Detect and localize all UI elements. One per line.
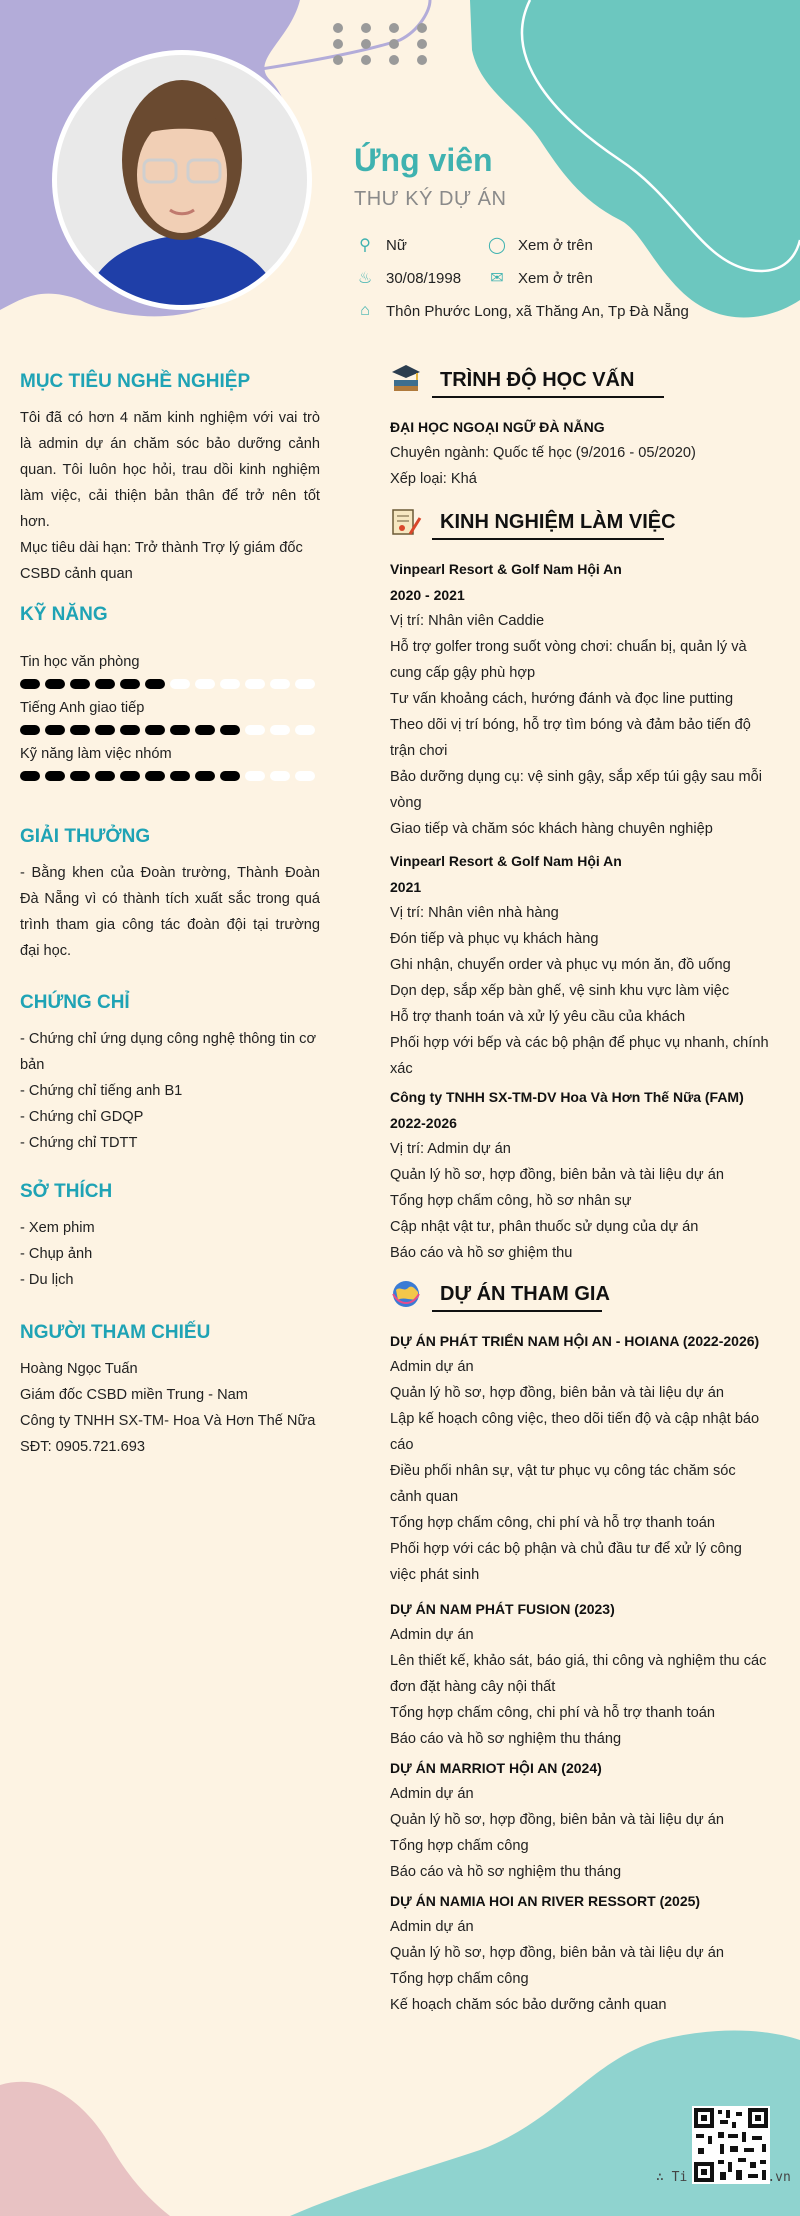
experience-underline	[432, 538, 664, 540]
awards-heading: GIẢI THƯỞNG	[20, 826, 151, 847]
experience-job-3	[390, 1084, 770, 1266]
skill-dash-filled	[120, 725, 140, 735]
project-line: Báo cáo và hồ sơ nghiệm thu tháng	[390, 1864, 622, 1880]
certificate-item: - Chứng chỉ tiếng anh B1	[20, 1083, 183, 1099]
projects-underline	[432, 1310, 602, 1312]
skill-dash-filled	[170, 771, 190, 781]
project-title: DỰ ÁN NAMIA HOI AN RIVER RESSORT (2025)	[390, 1893, 701, 1909]
skill-dash-filled	[120, 679, 140, 689]
project-line: Lên thiết kế, khảo sát, báo giá, thi công và nghiệm thu các đơn đặt hàng cây nội thất	[390, 1653, 767, 1695]
certificate-pen-icon	[390, 506, 422, 538]
awards-text: - Bằng khen của Đoàn trường, Thành Đoàn Đà Nẵng vì có thành tích xuất sắc trong quá trình tham gia công tác đoàn đội tại trường đại học.	[20, 865, 320, 959]
objective-text: Tôi đã có hơn 4 năm kinh nghiệm với vai trò là admin dự án chăm sóc bảo dưỡng cảnh quan. Tôi luôn học hỏi, trau dồi kinh nghiệm làm việc, cải thiện bản thân để trở nên tốt hơn.	[20, 410, 320, 530]
job-period: 2020 - 2021	[390, 587, 465, 603]
project-title: DỰ ÁN PHÁT TRIỂN NAM HỘI AN - HOIANA (2022-2026)	[390, 1333, 760, 1349]
project-line: Admin dự án	[390, 1627, 474, 1643]
skill-dash-filled	[195, 725, 215, 735]
skill-dash-filled	[20, 725, 40, 735]
education-grade: Xếp loại: Khá	[390, 471, 477, 487]
project-line: Lập kế hoạch công việc, theo dõi tiến độ và cập nhật báo cáo	[390, 1411, 760, 1453]
project-line: Tổng hợp chấm công	[390, 1838, 529, 1854]
cake-icon: ♨	[357, 270, 373, 287]
job-title: THƯ KÝ DỰ ÁN	[354, 188, 507, 210]
job-line: Tư vấn khoảng cách, hướng đánh và đọc line putting	[390, 691, 734, 707]
education-heading: TRÌNH ĐỘ HỌC VẤN	[440, 369, 635, 391]
skill-name: Kỹ năng làm việc nhóm	[20, 746, 172, 762]
skill-dash-filled	[20, 771, 40, 781]
project-line: Admin dự án	[390, 1786, 474, 1802]
references-heading: NGƯỜI THAM CHIẾU	[20, 1322, 211, 1343]
certificate-item: - Chứng chỉ TDTT	[20, 1135, 138, 1151]
footer-site-start: ∴ Ti	[656, 2170, 688, 2185]
skill-dash-empty	[170, 679, 190, 689]
skill-dash-empty	[245, 725, 265, 735]
skill-dash-empty	[245, 771, 265, 781]
certificates-list	[20, 1026, 320, 1156]
skill-level-bar	[20, 771, 320, 781]
job-line: Quản lý hồ sơ, hợp đồng, biên bản và tài liệu dự án	[390, 1167, 724, 1183]
skill-level-bar	[20, 679, 320, 689]
education-block	[390, 414, 770, 492]
job-line: Vị trí: Nhân viên nhà hàng	[390, 905, 559, 921]
objective-goal: Mục tiêu dài hạn: Trở thành Trợ lý giám đốc CSBD cảnh quan	[20, 540, 303, 582]
hobby-item: - Du lịch	[20, 1272, 74, 1288]
job-line: Dọn dẹp, sắp xếp bàn ghế, vệ sinh khu vực làm việc	[390, 983, 730, 999]
skill-dash-filled	[95, 725, 115, 735]
project-line: Phối hợp với các bộ phận và chủ đầu tư để xử lý công việc phát sinh	[390, 1541, 742, 1583]
email-value: Xem ở trên	[518, 269, 593, 287]
job-line: Hỗ trợ golfer trong suốt vòng chơi: chuẩn bị, quản lý và cung cấp gậy phù hợp	[390, 639, 747, 681]
job-company: Vinpearl Resort & Golf Nam Hội An	[390, 561, 622, 577]
project-1	[390, 1328, 770, 1588]
project-line: Quản lý hồ sơ, hợp đồng, biên bản và tài liệu dự án	[390, 1812, 724, 1828]
skill-name: Tin học văn phòng	[20, 654, 140, 670]
skill-name: Tiếng Anh giao tiếp	[20, 700, 145, 716]
education-school: ĐẠI HỌC NGOẠI NGỮ ĐÀ NẴNG	[390, 419, 605, 435]
project-line: Admin dự án	[390, 1919, 474, 1935]
skill-dash-filled	[145, 679, 165, 689]
job-line: Giao tiếp và chăm sóc khách hàng chuyên nghiệp	[390, 821, 713, 837]
hobbies-list	[20, 1215, 320, 1293]
job-line: Hỗ trợ thanh toán và xử lý yêu cầu của khách	[390, 1009, 686, 1025]
project-line: Tổng hợp chấm công	[390, 1971, 529, 1987]
skill-dash-filled	[45, 725, 65, 735]
skill-dash-filled	[145, 725, 165, 735]
email-row	[486, 269, 593, 287]
project-line: Kế hoạch chăm sóc bảo dưỡng cảnh quan	[390, 1997, 667, 2013]
certificates-heading: CHỨNG CHỈ	[20, 992, 130, 1013]
hobby-item: - Chụp ảnh	[20, 1246, 93, 1262]
project-line: Quản lý hồ sơ, hợp đồng, biên bản và tài liệu dự án	[390, 1945, 724, 1961]
skill-level-bar	[20, 725, 320, 735]
home-icon: ⌂	[360, 302, 370, 319]
skill-dash-filled	[170, 725, 190, 735]
experience-heading: KINH NGHIỆM LÀM VIỆC	[440, 511, 676, 533]
skill-dash-filled	[20, 679, 40, 689]
envelope-icon: ✉	[490, 270, 504, 287]
job-company: Công ty TNHH SX-TM-DV Hoa Và Hơn Thế Nữa (FAM)	[390, 1089, 744, 1105]
avatar	[52, 50, 312, 310]
skill-dash-filled	[120, 771, 140, 781]
job-line: Bảo dưỡng dụng cụ: vệ sinh gậy, sắp xếp túi gậy sau mỗi vòng	[390, 769, 762, 811]
birthday-row	[354, 269, 461, 287]
project-2	[390, 1596, 770, 1752]
birthday-value: 30/08/1998	[386, 269, 462, 287]
project-4	[390, 1888, 770, 2018]
skill-dash-filled	[45, 679, 65, 689]
certificate-item: - Chứng chỉ ứng dụng công nghệ thông tin cơ bản	[20, 1031, 317, 1073]
skill-dash-filled	[95, 679, 115, 689]
education-major: Chuyên ngành: Quốc tế học (9/2016 - 05/2020)	[390, 445, 696, 461]
candidate-name: Ứng viên	[354, 142, 493, 178]
avatar-image	[52, 50, 312, 310]
skill-dash-filled	[145, 771, 165, 781]
skill-dash-filled	[220, 771, 240, 781]
reference-item: SĐT: 0905.721.693	[20, 1439, 145, 1455]
references-list	[20, 1356, 340, 1460]
project-line: Tổng hợp chấm công, chi phí và hỗ trợ thanh toán	[390, 1705, 715, 1721]
skill-dash-filled	[220, 725, 240, 735]
project-line: Admin dự án	[390, 1359, 474, 1375]
graduation-cap-icon	[390, 362, 422, 394]
reference-item: Hoàng Ngọc Tuấn	[20, 1361, 138, 1377]
skill-dash-empty	[295, 725, 315, 735]
experience-job-1	[390, 556, 770, 842]
project-line: Báo cáo và hồ sơ nghiệm thu tháng	[390, 1731, 622, 1747]
experience-job-2	[390, 848, 770, 1082]
skill-dash-empty	[270, 679, 290, 689]
job-line: Tổng hợp chấm công, hồ sơ nhân sự	[390, 1193, 632, 1209]
certificate-item: - Chứng chỉ GDQP	[20, 1109, 144, 1125]
skill-dash-filled	[45, 771, 65, 781]
objective-heading: MỤC TIÊU NGHỀ NGHIỆP	[20, 371, 251, 392]
skill-dash-empty	[195, 679, 215, 689]
projects-heading: DỰ ÁN THAM GIA	[440, 1283, 610, 1305]
project-line: Điều phối nhân sự, vật tư phục vụ công tác chăm sóc cảnh quan	[390, 1463, 736, 1505]
address-row	[354, 302, 689, 320]
job-line: Đón tiếp và phục vụ khách hàng	[390, 931, 599, 947]
job-line: Vị trí: Nhân viên Caddie	[390, 613, 545, 629]
skill-dash-empty	[220, 679, 240, 689]
skill-dash-empty	[245, 679, 265, 689]
zalo-row	[486, 236, 593, 254]
skill-dash-filled	[95, 771, 115, 781]
gender-value: Nữ	[386, 236, 407, 254]
job-line: Báo cáo và hồ sơ ghiệm thu	[390, 1245, 573, 1261]
skill-dash-filled	[70, 771, 90, 781]
reference-item: Công ty TNHH SX-TM- Hoa Và Hơn Thế Nữa	[20, 1413, 316, 1429]
footer-site-end: .vn	[767, 2170, 791, 2185]
skill-dash-filled	[195, 771, 215, 781]
reference-item: Giám đốc CSBD miền Trung - Nam	[20, 1387, 248, 1403]
skill-dash-empty	[295, 679, 315, 689]
gender-icon: ⚲	[359, 237, 371, 254]
skill-dash-empty	[270, 725, 290, 735]
skill-dash-filled	[70, 679, 90, 689]
job-company: Vinpearl Resort & Golf Nam Hội An	[390, 853, 622, 869]
job-period: 2021	[390, 879, 422, 895]
hobby-item: - Xem phim	[20, 1220, 95, 1236]
hobbies-heading: SỞ THÍCH	[20, 1181, 113, 1202]
job-line: Theo dõi vị trí bóng, hỗ trợ tìm bóng và đảm bảo tiến độ trận chơi	[390, 717, 751, 759]
skill-dash-empty	[295, 771, 315, 781]
job-line: Cập nhật vật tư, phân thuốc sử dụng của dự án	[390, 1219, 699, 1235]
project-line: Quản lý hồ sơ, hợp đồng, biên bản và tài liệu dự án	[390, 1385, 724, 1401]
education-underline	[432, 396, 664, 398]
address-value: Thôn Phước Long, xã Thăng An, Tp Đà Nẵng	[386, 302, 689, 320]
skills-heading: KỸ NĂNG	[20, 604, 108, 625]
zalo-value: Xem ở trên	[518, 236, 593, 254]
job-line: Phối hợp với bếp và các bộ phận để phục vụ nhanh, chính xác	[390, 1035, 769, 1077]
project-title: DỰ ÁN NAM PHÁT FUSION (2023)	[390, 1601, 615, 1617]
chat-icon: ◯	[488, 237, 506, 254]
skill-dash-empty	[270, 771, 290, 781]
job-line: Vị trí: Admin dự án	[390, 1141, 511, 1157]
footer-site-text	[656, 2170, 791, 2185]
job-period: 2022-2026	[390, 1115, 457, 1131]
skill-dash-filled	[70, 725, 90, 735]
project-3	[390, 1755, 770, 1885]
job-line: Ghi nhận, chuyển order và phục vụ món ăn, đồ uống	[390, 957, 731, 973]
globe-icon	[390, 1278, 422, 1310]
pink-blob	[0, 2082, 170, 2216]
project-title: DỰ ÁN MARRIOT HỘI AN (2024)	[390, 1760, 602, 1776]
project-line: Tổng hợp chấm công, chi phí và hỗ trợ thanh toán	[390, 1515, 715, 1531]
gender-row	[354, 236, 407, 254]
